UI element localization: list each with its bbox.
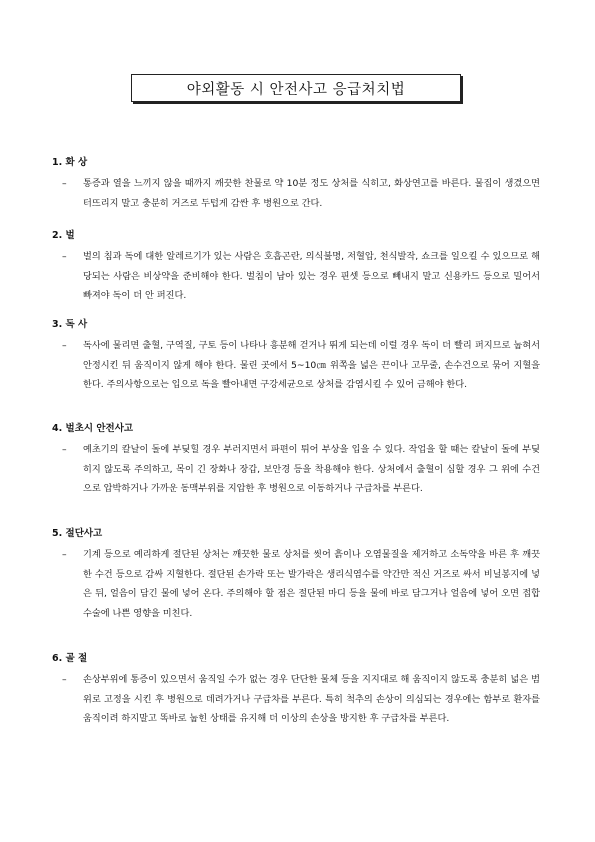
dash-marker: – bbox=[62, 178, 67, 189]
section-paragraph bbox=[62, 336, 540, 395]
section-paragraph bbox=[62, 545, 540, 623]
section-text: 독사에 물리면 출혈, 구역질, 구토 등이 나타나 흥분해 걷거나 뛰게 되는데 이럴 경우 독이 더 빨리 퍼지므로 눕혀서 안정시킨 뒤 움직이지 않게 해야 한다. 물린 곳에서 5~10㎝ 위쪽을 넓은 끈이나 고무줄, 손수건으로 묶어 지혈을 한다. 주의사항으로는 입으로 독을 빨아내면 구강세균으로 상처를 감염시킬 수 있어 금해야 한다. bbox=[83, 340, 540, 390]
section-text: 통증과 열을 느끼지 않을 때까지 깨끗한 찬물로 약 10분 정도 상처를 식히고, 화상연고를 바른다. 물집이 생겼으면 터뜨리지 말고 충분히 거즈로 두텁게 감싼 후 병원으로 간다. bbox=[83, 178, 540, 209]
section-amputation bbox=[52, 527, 540, 623]
section-mowing bbox=[52, 422, 540, 499]
section-text: 손상부위에 통증이 있으면서 움직일 수가 없는 경우 단단한 물체 등을 지지대로 해 움직이지 않도록 충분히 넓은 범위로 고정을 시킨 후 병원으로 데려가거나 구급차를 부른다. 특히 척추의 손상이 의심되는 경우에는 함부로 환자를 움직이려 하지말고 똑바로 눕힌 상태를 유지해 더 이상의 손상을 방지한 후 구급차를 부른다. bbox=[83, 674, 540, 724]
section-heading: 3. 독 사 bbox=[52, 319, 88, 330]
section-text: 벌의 침과 독에 대한 알레르기가 있는 사람은 호흡곤란, 의식불명, 저혈압, 천식발작, 쇼크를 일으킬 수 있으므로 해당되는 사람은 비상약을 준비해야 한다. 벌침이 남아 있는 경우 핀셋 등으로 빼내지 말고 신용카드 등으로 밀어서 빠져야 독이 더 안 퍼진다. bbox=[83, 251, 540, 301]
section-paragraph bbox=[62, 670, 540, 729]
section-text: 예초기의 칼날이 돌에 부딪힐 경우 부러지면서 파편이 튀어 부상을 입을 수 있다. 작업을 할 때는 칼날이 돌에 부딪히지 않도록 주의하고, 목이 긴 장화나 장갑, 보안경 등을 착용해야 한다. 상처에서 출혈이 심할 경우 그 위에 수건으로 압박하거나 가까운 동맥부위를 지압한 후 병원으로 이동하거나 구급차를 부른다. bbox=[83, 444, 540, 494]
section-snake bbox=[52, 318, 540, 395]
dash-marker: – bbox=[62, 251, 67, 262]
section-heading: 1. 화 상 bbox=[52, 157, 88, 168]
section-paragraph bbox=[62, 440, 540, 499]
section-heading: 2. 벌 bbox=[52, 230, 75, 241]
section-paragraph bbox=[62, 174, 540, 213]
section-bee bbox=[52, 229, 540, 306]
section-heading: 5. 절단사고 bbox=[52, 528, 103, 539]
section-heading: 6. 골 절 bbox=[52, 653, 88, 664]
document-title: 야외활동 시 안전사고 응급처치법 bbox=[131, 74, 461, 102]
section-fracture bbox=[52, 652, 540, 729]
section-burn bbox=[52, 156, 540, 213]
section-text: 기계 등으로 예리하게 절단된 상처는 깨끗한 물로 상처를 씻어 흙이나 오염물질을 제거하고 소독약을 바른 후 깨끗한 수건 등으로 감싸 지혈한다. 절단된 손가락 또는 발가락은 생리식염수를 약간만 적신 거즈로 싸서 비닐봉지에 넣은 뒤, 얼음이 담긴 물에 넣어 온다. 주의해야 할 점은 절단된 마디 등을 물에 바로 담그거나 얼음에 넣어 오면 접합수술에 나쁜 영향을 미친다. bbox=[83, 549, 540, 619]
dash-marker: – bbox=[62, 340, 67, 351]
dash-marker: – bbox=[62, 549, 67, 560]
section-paragraph bbox=[62, 247, 540, 306]
dash-marker: – bbox=[62, 444, 67, 455]
section-heading: 4. 벌초시 안전사고 bbox=[52, 423, 134, 434]
dash-marker: – bbox=[62, 674, 67, 685]
